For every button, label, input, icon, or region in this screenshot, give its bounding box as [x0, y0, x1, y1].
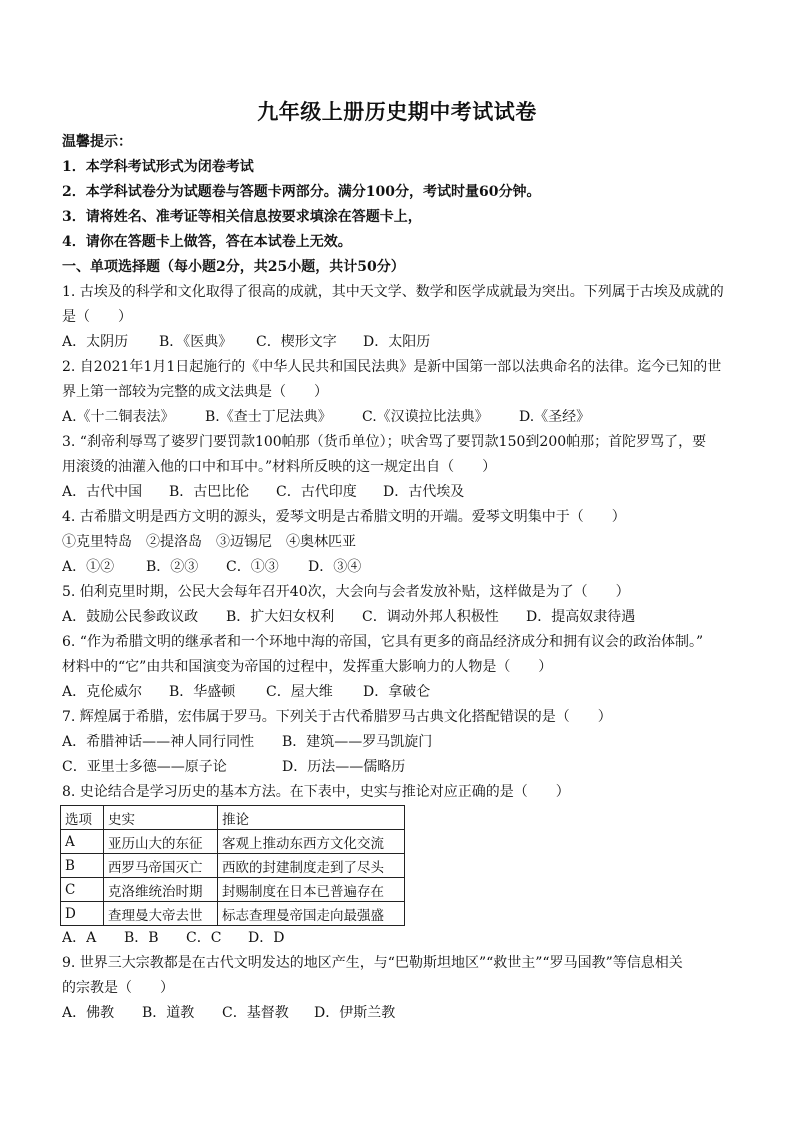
option-d: D．历法——儒略历	[282, 759, 406, 775]
option-b: B.《查士丁尼法典》	[205, 409, 332, 425]
table-cell: 亚历山大的东征	[104, 830, 218, 854]
option-a: A．古代中国	[62, 484, 143, 500]
question-9-options	[62, 1001, 742, 1026]
question-9-line: 9. 世界三大宗教都是在古代文明发达的地区产生，与“巴勒斯坦地区”“救世主”“罗马国教”等信息相关	[62, 955, 683, 971]
table-cell: 标志查理曼帝国走向最强盛	[218, 902, 405, 926]
question-8-line: 8. 史论结合是学习历史的基本方法。在下表中，史实与推论对应正确的是（ ）	[62, 784, 570, 800]
question-4-options	[62, 555, 742, 580]
question-1-options	[62, 330, 742, 355]
option-d: D.《圣经》	[519, 409, 591, 425]
table-cell: B	[61, 854, 104, 878]
table-row	[61, 854, 405, 878]
option-a: A.《十二铜表法》	[62, 409, 175, 425]
question-4-line: ①克里特岛 ②提洛岛 ③迈锡尼 ④奥林匹亚	[62, 534, 356, 550]
option-c: C．调动外邦人积极性	[362, 609, 499, 625]
option-a: A．A	[62, 930, 97, 946]
option-c: C．①③	[226, 559, 279, 575]
option-d: D．太阳历	[363, 334, 431, 350]
option-b: B．建筑——罗马凯旋门	[282, 734, 433, 750]
tip-item: 2．本学科试卷分为试题卷与答题卡两部分。满分100分，考试时量60分钟。	[62, 184, 541, 200]
option-b: B．道教	[142, 1005, 195, 1021]
table-row	[61, 878, 405, 902]
table-header-row	[61, 806, 405, 830]
question-3-options	[62, 480, 742, 505]
question-2-options	[62, 405, 742, 430]
option-b: B．古巴比伦	[169, 484, 250, 500]
option-d: D．伊斯兰教	[314, 1005, 396, 1021]
question-7-options-row	[62, 730, 742, 755]
option-c: C．亚里士多德——原子论	[62, 759, 227, 775]
question-2-line: 2. 自2021年1月1日起施行的《中华人民共和国民法典》是新中国第一部以法典命名的法律。迄今已知的世	[62, 359, 722, 375]
question-4-line: 4. 古希腊文明是西方文明的源头，爱琴文明是古希腊文明的开端。爱琴文明集中于（ ）	[62, 509, 626, 525]
option-d: D．③④	[308, 559, 362, 575]
option-c: C．基督教	[222, 1005, 289, 1021]
question-8-options	[62, 926, 742, 951]
table-row	[61, 902, 405, 926]
table-cell: 克洛维统治时期	[104, 878, 218, 902]
table-cell: A	[61, 830, 104, 854]
table-row	[61, 830, 405, 854]
table-cell: C	[61, 878, 104, 902]
question-2-line: 界上第一部较为完整的成文法典是（ ）	[62, 384, 328, 400]
tips-heading: 温馨提示：	[62, 134, 132, 150]
option-c: C．古代印度	[276, 484, 357, 500]
question-3-line: 3. “刹帝利辱骂了婆罗门要罚款100帕那（货币单位）；吠舍骂了要罚款150到200帕那；首陀罗骂了，要	[62, 434, 707, 450]
option-d: D．古代埃及	[383, 484, 465, 500]
tip-item: 4．请你在答题卡上做答，答在本试卷上无效。	[62, 234, 352, 250]
question-5-options	[62, 605, 742, 630]
section-heading: 一、单项选择题（每小题2分，共25小题，共计50分）	[62, 259, 405, 275]
option-a: A．佛教	[62, 1005, 115, 1021]
table-cell: 查理曼大帝去世	[104, 902, 218, 926]
question-7-line: 7. 辉煌属于希腊，宏伟属于罗马。下列关于古代希腊罗马古典文化搭配错误的是（ ）	[62, 709, 612, 725]
question-6-line: 6. “作为希腊文明的继承者和一个环地中海的帝国，它具有更多的商品经济成分和拥有议会的政治体制。”	[62, 634, 704, 650]
option-c: C．C	[186, 930, 222, 946]
question-7-options-row	[62, 755, 742, 780]
table-header-cell: 推论	[218, 806, 405, 830]
option-b: B．②③	[146, 559, 199, 575]
option-a: A．①②	[62, 559, 115, 575]
question-1-line: 是（ ）	[62, 309, 132, 325]
option-d: D．提高奴隶待遇	[526, 609, 636, 625]
option-b: B．华盛顿	[169, 684, 236, 700]
option-b: B．B	[124, 930, 159, 946]
question-9-line: 的宗教是（ ）	[62, 980, 174, 996]
option-a: A．太阴历	[62, 334, 129, 350]
option-d: D．D	[248, 930, 285, 946]
option-c: C．屋大维	[266, 684, 333, 700]
option-a: A．希腊神话——神人同行同性	[62, 734, 255, 750]
table-header-cell: 史实	[104, 806, 218, 830]
history-table	[60, 805, 405, 926]
question-6-line: 材料中的“它”由共和国演变为帝国的过程中，发挥重大影响力的人物是（ ）	[62, 659, 553, 675]
table-cell: 西罗马帝国灭亡	[104, 854, 218, 878]
table-header-cell: 选项	[61, 806, 104, 830]
table-cell: 封赐制度在日本已普遍存在	[218, 878, 405, 902]
table-cell: 西欧的封建制度走到了尽头	[218, 854, 405, 878]
question-6-options	[62, 680, 742, 705]
option-a: A．鼓励公民参政议政	[62, 609, 199, 625]
option-b: B．扩大妇女权利	[226, 609, 335, 625]
tip-item: 1．本学科考试形式为闭卷考试	[62, 159, 254, 175]
question-3-line: 用滚烫的油灌入他的口中和耳中。”材料所反映的这一规定出自（ ）	[62, 459, 497, 475]
option-c: C．楔形文字	[256, 334, 337, 350]
option-c: C.《汉谟拉比法典》	[362, 409, 489, 425]
option-b: B．《医典》	[159, 334, 233, 350]
page-title: 九年级上册历史期中考试试卷	[257, 99, 537, 124]
option-d: D．拿破仑	[363, 684, 431, 700]
option-a: A．克伦威尔	[62, 684, 143, 700]
question-1-line: 1. 古埃及的科学和文化取得了很高的成就，其中天文学、数学和医学成就最为突出。下列属于古埃及成就的	[62, 284, 724, 300]
exam-content	[62, 130, 742, 1026]
table-cell: 客观上推动东西方文化交流	[218, 830, 405, 854]
table-cell: D	[61, 902, 104, 926]
question-5-line: 5. 伯利克里时期，公民大会每年召开40次，大会向与会者发放补贴，这样做是为了（ ）	[62, 584, 630, 600]
tip-item: 3．请将姓名、准考证等相关信息按要求填涂在答题卡上，	[62, 209, 422, 225]
